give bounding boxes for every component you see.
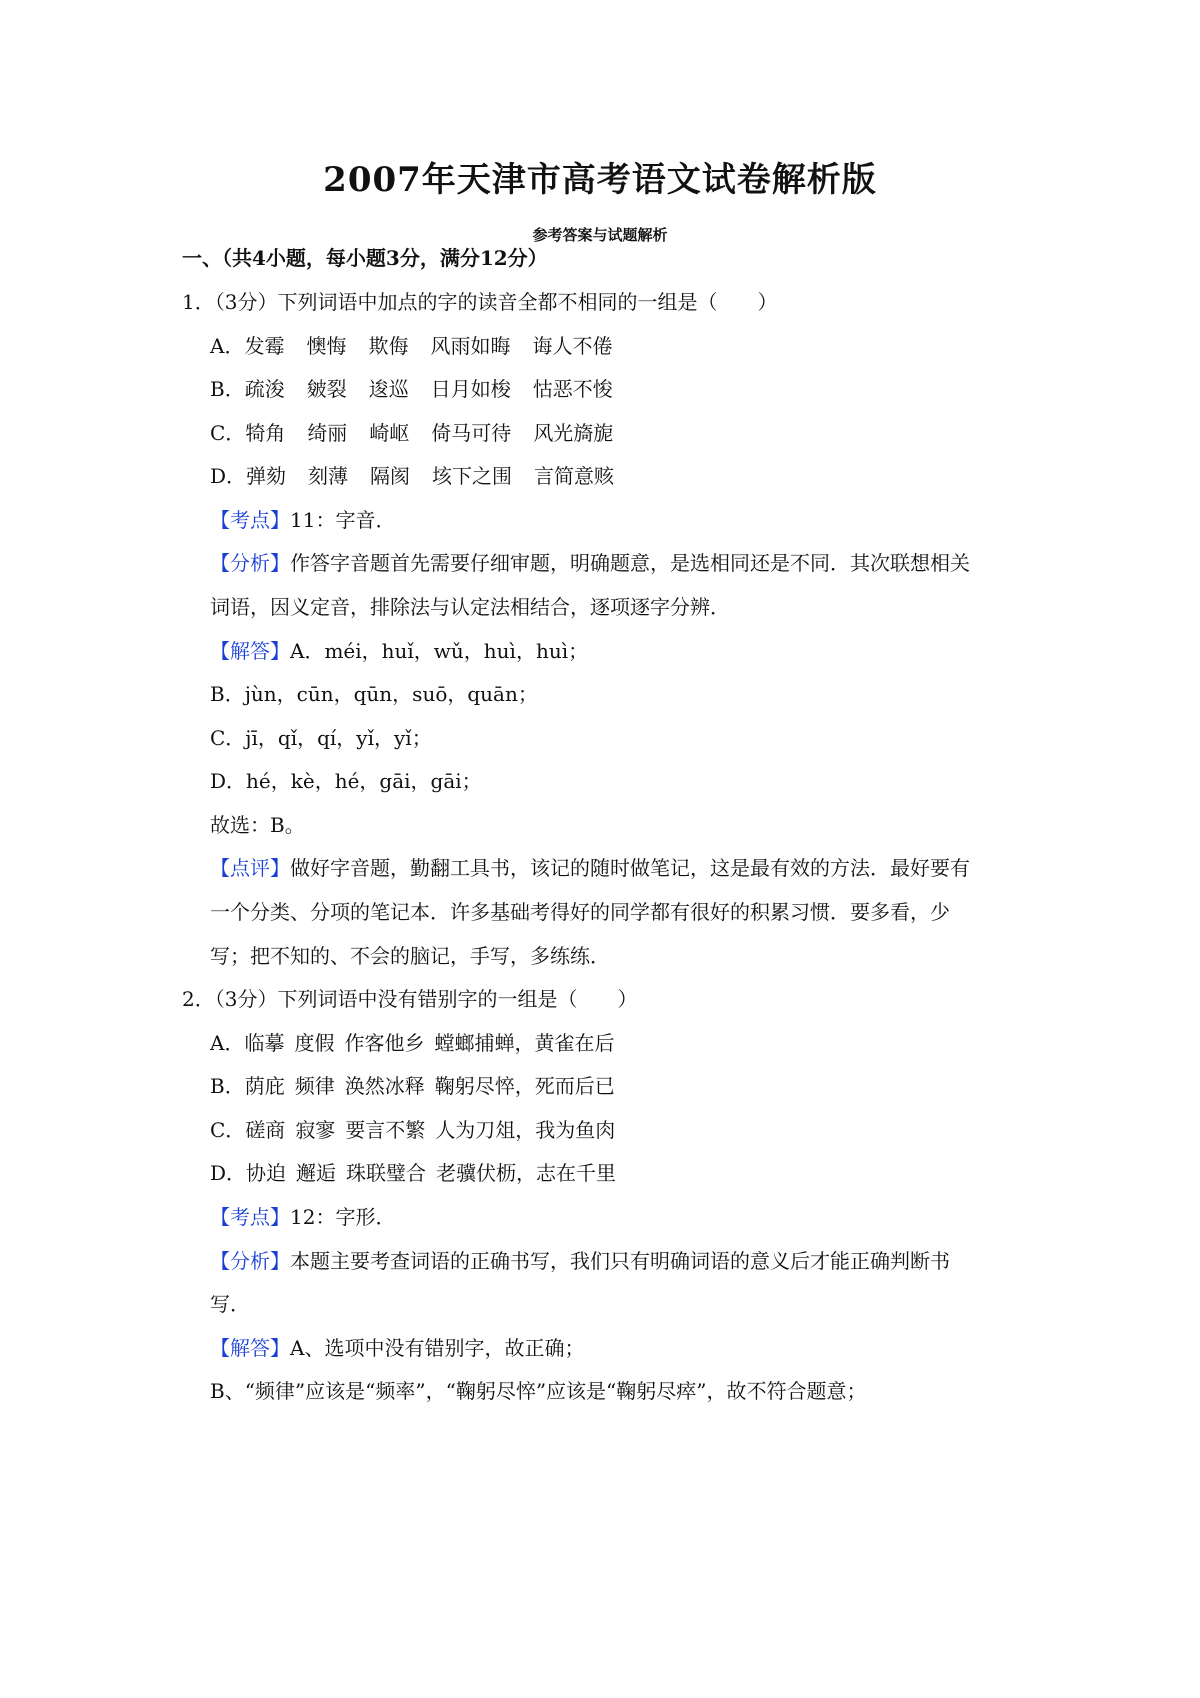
jieda-tag: 【解答】 [210,639,290,663]
document-title: 2007年天津市高考语文试卷解析版 [323,160,877,200]
q2-option-c: C．磋商 寂寥 要言不繁 人为刀俎，我为鱼肉 [210,1118,616,1142]
kaodian-tag: 【考点】 [210,1205,290,1229]
q1-dianping-cont-2: 写；把不知的、不会的脑记，手写，多练练． [210,944,610,968]
kaodian-tag: 【考点】 [210,508,290,532]
q1-fenxi: 【分析】作答字音题首先需要仔细审题，明确题意，是选相同还是不同．其次联想相关 [210,551,970,575]
q1-option-c: C．犄角 绮丽 崎岖 倚马可待 风光旖旎 [210,421,614,445]
q2-fenxi-cont: 写． [210,1292,250,1316]
document-subtitle: 参考答案与试题解析 [532,226,668,244]
q1-jieda-d: D．hé，kè，hé，gāi，gāi； [210,769,482,793]
q2-jieda: 【解答】A、选项中没有错别字，故正确； [210,1336,585,1360]
question-2-stem: 2．（3分）下列词语中没有错别字的一组是（ ） [182,987,638,1011]
q1-answer: 故选：B。 [210,813,305,837]
q1-kaodian: 【考点】11：字音． [210,508,396,532]
q1-dianping-cont-1: 一个分类、分项的笔记本．许多基础考得好的同学都有很好的积累习惯．要多看，少 [210,900,950,924]
q1-fenxi-cont: 词语，因义定音，排除法与认定法相结合，逐项逐字分辨． [210,595,730,619]
q2-jieda-b: B、“频律”应该是“频率”，“鞠躬尽悴”应该是“鞠躬尽瘁”，故不符合题意； [210,1379,867,1403]
q1-jieda-b: B．jùn，cūn，qūn，suō，quān； [210,682,538,706]
q1-option-a: A．发霉 懊悔 欺侮 风雨如晦 诲人不倦 [210,334,613,358]
q1-jieda: 【解答】A．méi，huǐ，wǔ，huì，huì； [210,639,589,663]
section-heading: 一、（共4小题，每小题3分，满分12分） [182,246,548,270]
q1-jieda-c: C．jī，qǐ，qí，yǐ，yǐ； [210,726,432,750]
q2-fenxi: 【分析】本题主要考查词语的正确书写，我们只有明确词语的意义后才能正确判断书 [210,1249,950,1273]
q2-option-b: B．荫庇 频律 涣然冰释 鞠躬尽悴，死而后已 [210,1074,615,1098]
q1-dianping: 【点评】做好字音题，勤翻工具书，该记的随时做笔记，这是最有效的方法．最好要有 [210,856,970,880]
question-1-stem: 1．（3分）下列词语中加点的字的读音全都不相同的一组是（ ） [182,290,778,314]
q2-option-d: D．协迫 邂逅 珠联璧合 老骥伏枥，志在千里 [210,1161,617,1185]
fenxi-tag: 【分析】 [210,551,290,575]
q2-kaodian: 【考点】12：字形． [210,1205,396,1229]
q1-option-b: B．疏浚 皴裂 逡巡 日月如梭 怙恶不悛 [210,377,613,401]
jieda-tag: 【解答】 [210,1336,290,1360]
fenxi-tag: 【分析】 [210,1249,290,1273]
q1-option-d: D．弹劾 刻薄 隔阂 垓下之围 言简意赅 [210,464,615,488]
q2-option-a: A．临摹 度假 作客他乡 螳螂捕蝉，黄雀在后 [210,1031,615,1055]
dianping-tag: 【点评】 [210,856,290,880]
